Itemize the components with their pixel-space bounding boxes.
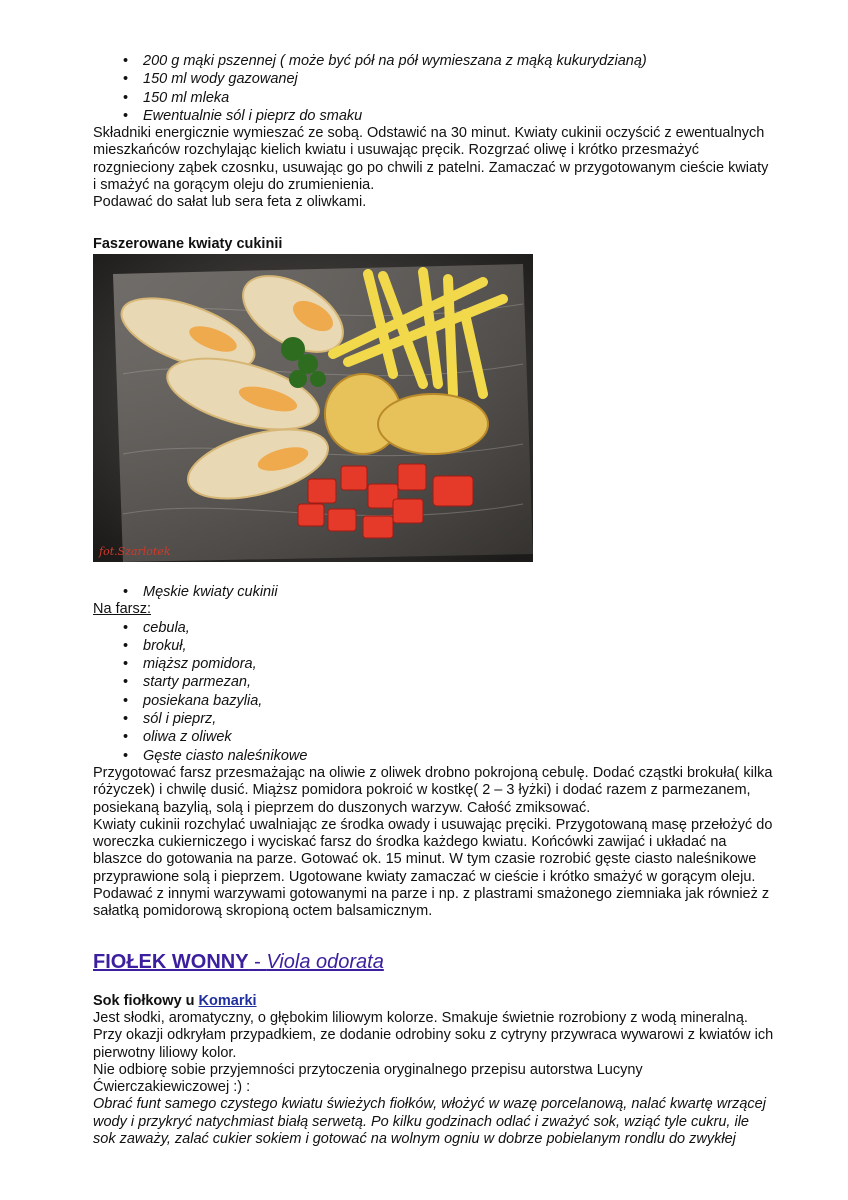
- filling-list: [93, 619, 805, 765]
- zucchini-flowers-photo: [93, 254, 533, 562]
- filling-item: • posiekana bazylia,: [93, 692, 805, 710]
- text-line: blaszce do gotowania na parze. Gotować ok. 15 minut. W tym czasie rozrobić gęste ciasto naleśnikowe: [93, 851, 757, 868]
- text-line: Obrać funt samego czystego kwiatu świeżych fiołków, włożyć w wazę porcelanową, nalać kwartę wrzącej: [93, 1096, 766, 1113]
- text-line: różyczek) i chwilę dusić. Miąższ pomidora pokroić w kostkę( 2 – 3 łyżki) i dodać razem z parmezanem,: [93, 782, 751, 799]
- text-line: Przy okazji odkryłam przypadkiem, ze dodanie odrobiny soku z cytryny przywraca wywarowi z kwiatów ich: [93, 1027, 774, 1044]
- text-line: mieszkańców rozchylając kielich kwiatu i usuwając pręcik. Rozgrzać oliwę i krótko przesmażyć: [93, 142, 699, 159]
- juice-title-prefix: Sok fiołkowy u: [93, 992, 199, 1009]
- filling-item: • miąższ pomidora,: [93, 655, 805, 673]
- text-line: Ćwierczakiewiczowej :) :: [93, 1079, 251, 1096]
- text-line: pierwotny liliowy kolor.: [93, 1044, 237, 1061]
- filling-item: • oliwa z oliwek: [93, 728, 805, 746]
- ingredient-item: • Ewentualnie sól i pieprz do smaku: [93, 107, 805, 125]
- heading-bold: FIOŁEK WONNY: [93, 950, 249, 973]
- text-line: Przygotować farsz przesmażając na oliwie z oliwek drobno pokrojoną cebulę. Dodać cząstki brokuła( kilka: [93, 764, 773, 781]
- ingredient-item: • 200 g mąki pszennej ( może być pół na pół wymieszana z mąką kukurydzianą): [93, 52, 805, 70]
- text-line: Jest słodki, aromatyczny, o głębokim liliowym kolorze. Smakuje świetnie rozrobiony z wodą mineralną.: [93, 1009, 748, 1026]
- text-line: Nie odbiorę sobie przyjemności przytoczenia oryginalnego przepisu autorstwa Lucyny: [93, 1061, 643, 1078]
- komarki-link[interactable]: Komarki: [198, 992, 257, 1009]
- filling-item: • sól i pieprz,: [93, 710, 805, 728]
- section-heading-violet: [93, 949, 805, 975]
- text-line: sałatką pomidorową skropioną octem balsamicznym.: [93, 903, 433, 920]
- filling-item: • brokuł,: [93, 637, 805, 655]
- text-line: woreczka cukierniczego i wyciskać farsz do środka każdego kwiatu. Końcówki zawijać i układać na: [93, 834, 727, 851]
- photo-credit: fot.Szarlotek: [99, 544, 171, 558]
- text-line: sok zaważy, zalać cukier sokiem i gotować na wolnym ogniu w dobrze pobielanym rondlu do zwykłej: [93, 1130, 736, 1147]
- male-flowers-list: [93, 583, 805, 601]
- filling-item: • Gęste ciasto naleśnikowe: [93, 747, 805, 765]
- ingredient-item: • 150 ml mleka: [93, 89, 805, 107]
- text-line: i smażyć na gorącym oleju do zrumienienia.: [93, 177, 375, 194]
- text-line: Podawać do sałat lub sera feta z oliwkami.: [93, 194, 367, 211]
- text-line: Kwiaty cukinii rozchylać uwalniając ze środka owady i usuwając pręciki. Przygotowaną masę przełożyć do: [93, 816, 773, 833]
- juice-description: [93, 1010, 805, 1096]
- photo-illustration: [93, 254, 533, 562]
- juice-title: [93, 993, 805, 1010]
- text-line: wody i przykryć natychmiast białą serwetą. Po kilku godzinach odlać i zważyć sok, wziąć tyle cukru, ile: [93, 1113, 749, 1130]
- original-recipe-quote: [93, 1096, 805, 1148]
- heading-separator: -: [248, 950, 267, 973]
- batter-method: [93, 125, 805, 211]
- filling-label: Na farsz:: [93, 601, 152, 618]
- text-line: Podawać z innymi warzywami gotowanymi na parze i np. z plastrami smażonego ziemniaka jak również z: [93, 886, 770, 903]
- text-line: posiekaną bazylią, solą i pieprzem do duszonych warzyw. Całość zmiksować.: [93, 799, 591, 816]
- heading-latin: Viola odorata: [266, 950, 384, 973]
- stuffed-method: [93, 765, 805, 921]
- ingredient-item: • 150 ml wody gazowanej: [93, 70, 805, 88]
- text-line: przyprawione solą i pieprzem. Ugotowane kwiaty zamaczać w cieście i krótko smażyć w gorącym oleju.: [93, 868, 756, 885]
- section-title-stuffed: Faszerowane kwiaty cukinii: [93, 235, 283, 252]
- filling-item: • cebula,: [93, 619, 805, 637]
- document-page: [93, 52, 805, 1148]
- text-line: rozgnieciony ząbek czosnku, usuwając go po chwili z patelni. Zamaczać w przygotowanym cieście kwiaty: [93, 159, 769, 176]
- page-bottom-fade: [0, 1150, 848, 1200]
- list-item: • Męskie kwiaty cukinii: [93, 583, 805, 601]
- ingredient-list: [93, 52, 805, 125]
- text-line: Składniki energicznie wymieszać ze sobą. Odstawić na 30 minut. Kwiaty cukinii oczyścić z ewentualnych: [93, 125, 765, 142]
- filling-item: • starty parmezan,: [93, 673, 805, 691]
